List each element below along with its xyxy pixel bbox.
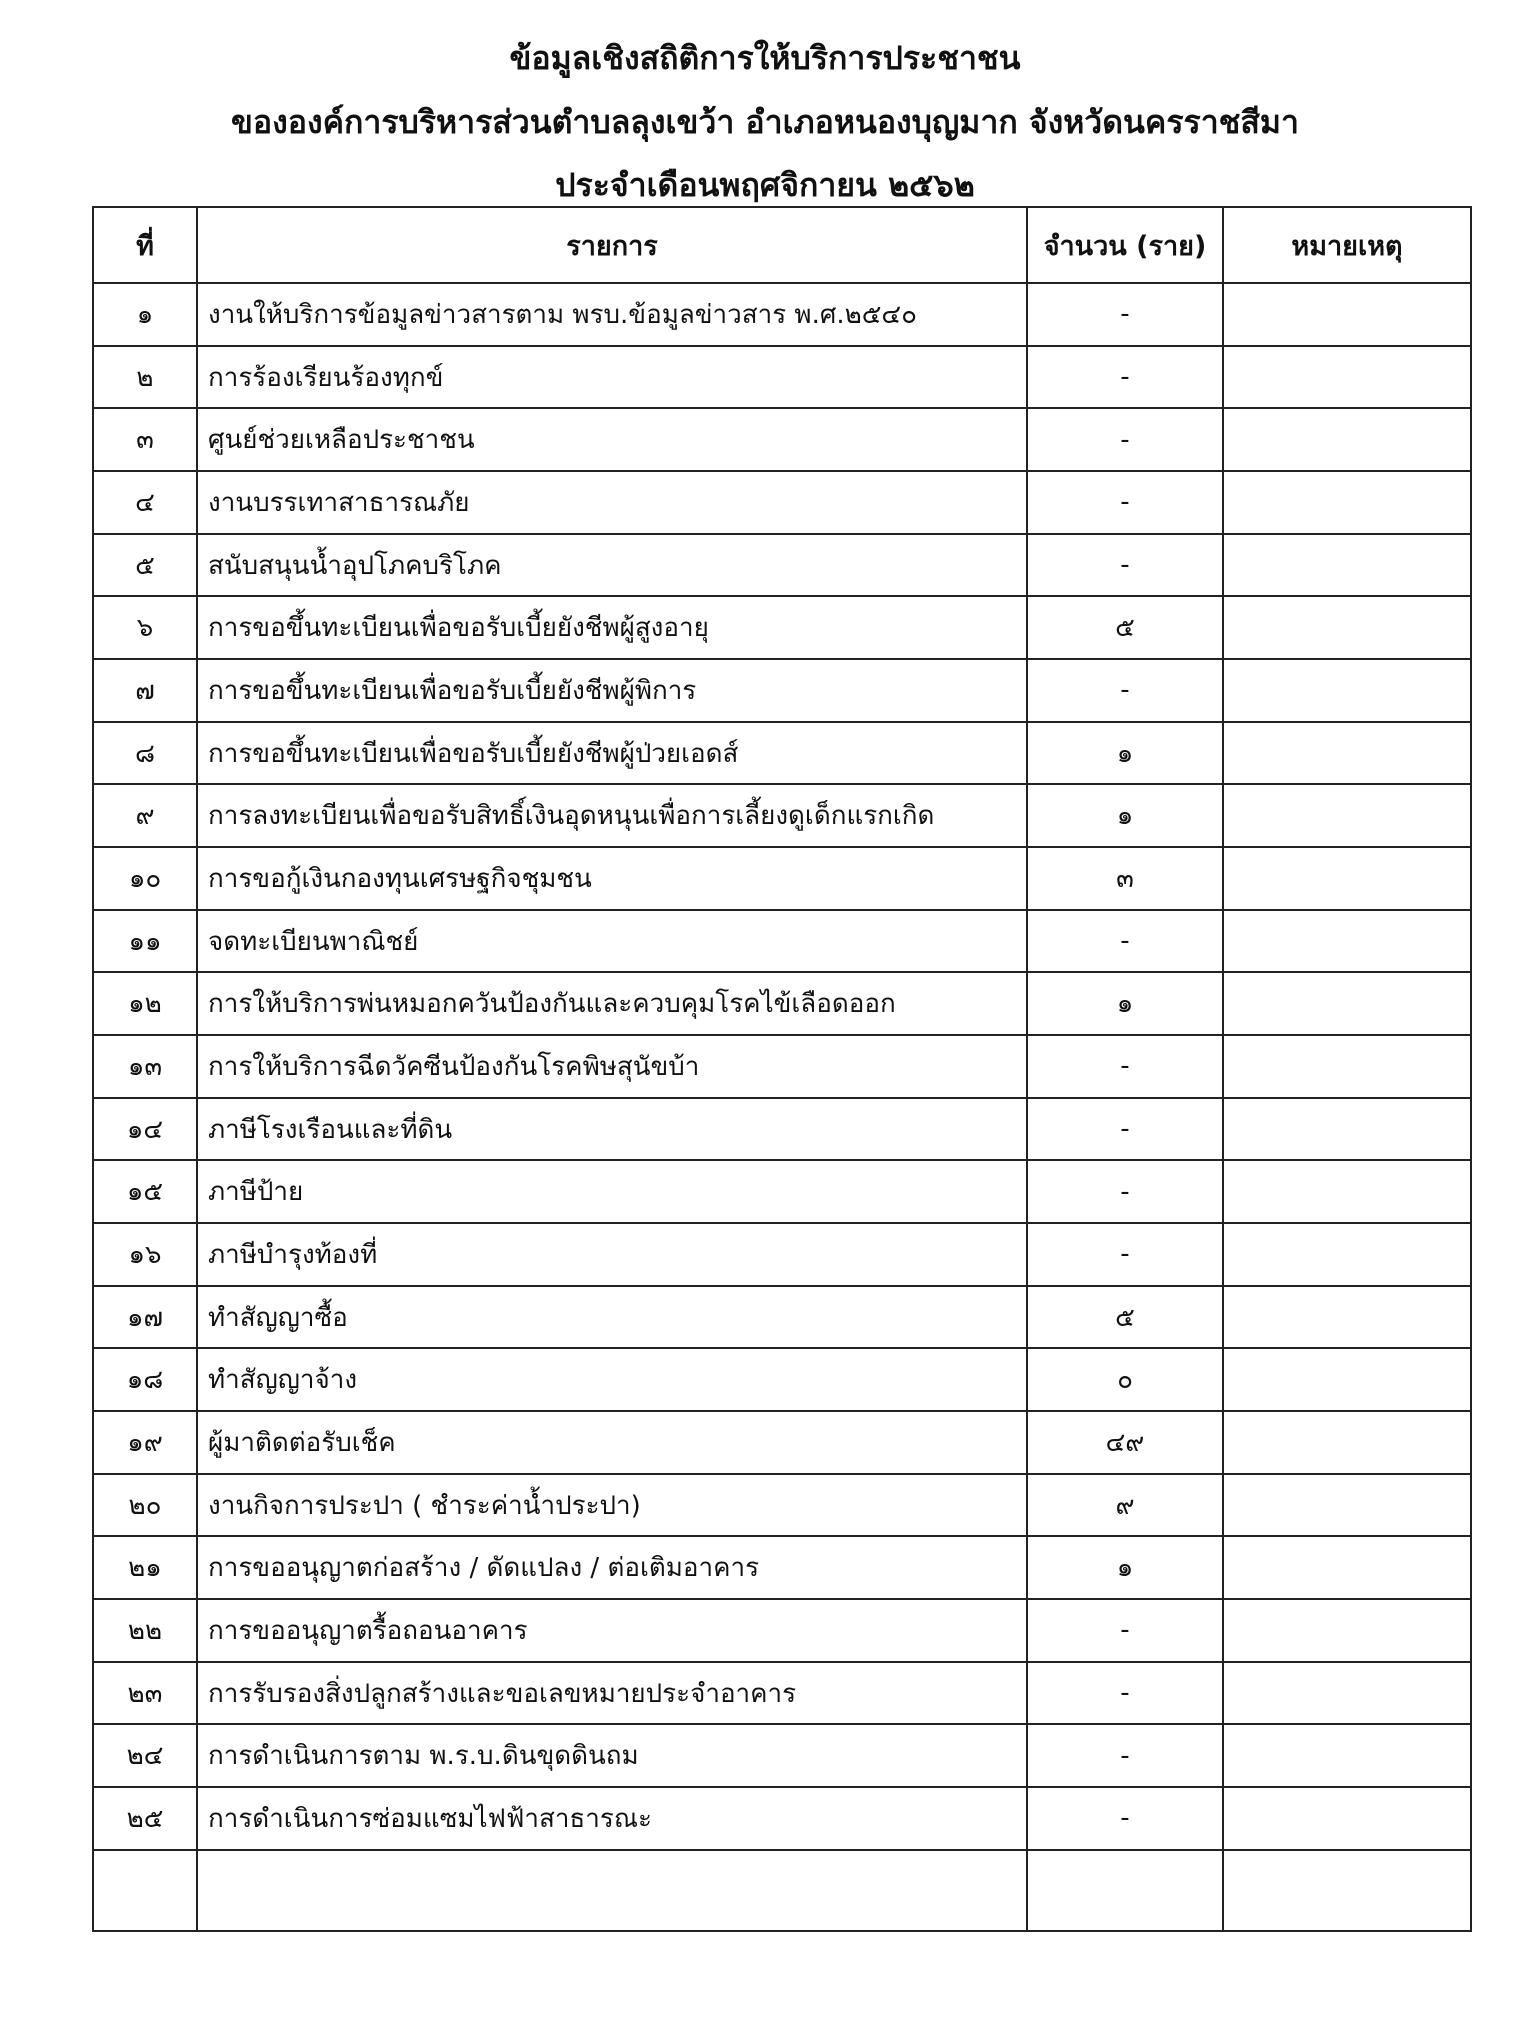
row-item: ศูนย์ช่วยเหลือประชาชน [197,408,1027,471]
row-number: ๑๑ [93,910,197,973]
table-row [93,408,1471,471]
row-count: - [1027,659,1223,722]
row-note [1223,534,1471,597]
row-item: การให้บริการฉีดวัคซีนป้องกันโรคพิษสุนัขบ้า [197,1035,1027,1098]
table-row [93,346,1471,409]
table-row [93,1348,1471,1411]
row-note [1223,471,1471,534]
title-line-1: ข้อมูลเชิงสถิติการให้บริการประชาชน [509,39,1021,77]
table-row [93,722,1471,785]
header-count: จำนวน (ราย) [1027,207,1223,283]
row-number: ๗ [93,659,197,722]
row-note [1223,972,1471,1035]
row-item: ภาษีโรงเรือนและที่ดิน [197,1098,1027,1161]
row-item: สนับสนุนน้ำอุปโภคบริโภค [197,534,1027,597]
table-row [93,847,1471,910]
header-note: หมายเหตุ [1223,207,1471,283]
row-note [1223,1474,1471,1537]
table-row [93,1599,1471,1662]
row-note [1223,1223,1471,1286]
table-row [93,784,1471,847]
row-number: ๑๕ [93,1160,197,1223]
row-item: การร้องเรียนร้องทุกข์ [197,346,1027,409]
row-count: - [1027,346,1223,409]
row-item: การขอขึ้นทะเบียนเพื่อขอรับเบี้ยยังชีพผู้สูงอายุ [197,596,1027,659]
row-number: ๑ [93,283,197,346]
table-row [93,659,1471,722]
row-number: ๒๔ [93,1724,197,1787]
row-item: การดำเนินการตาม พ.ร.บ.ดินขุดดินถม [197,1724,1027,1787]
table-row [93,1724,1471,1787]
table-row [93,1035,1471,1098]
row-count: - [1027,910,1223,973]
row-number: ๑๖ [93,1223,197,1286]
row-note [1223,1035,1471,1098]
row-note [1223,1098,1471,1161]
title-line-2: ขององค์การบริหารส่วนตำบลลุงเขว้า อำเภอหนองบุญมาก จังหวัดนครราชสีมา [231,103,1299,141]
table-row [93,910,1471,973]
row-note [1223,1411,1471,1474]
row-note [1223,1286,1471,1349]
row-count: - [1027,1724,1223,1787]
row-number: ๑๓ [93,1035,197,1098]
row-count: ๑ [1027,972,1223,1035]
row-item: การให้บริการพ่นหมอกควันป้องกันและควบคุมโรคไข้เลือดออก [197,972,1027,1035]
title-line-3: ประจำเดือนพฤศจิกายน ๒๕๖๒ [555,166,975,204]
row-note [1223,1662,1471,1725]
header-item: รายการ [197,207,1027,283]
row-number: ๒๕ [93,1787,197,1850]
row-count: - [1027,1599,1223,1662]
row-note [1223,1348,1471,1411]
table-row [93,1411,1471,1474]
row-note [1223,1160,1471,1223]
row-item: การลงทะเบียนเพื่อขอรับสิทธิ์เงินอุดหนุนเพื่อการเลี้ยงดูเด็กแรกเกิด [197,784,1027,847]
row-note [1223,1599,1471,1662]
row-number: ๒ [93,346,197,409]
row-item: งานให้บริการข้อมูลข่าวสารตาม พรบ.ข้อมูลข่าวสาร พ.ศ.๒๕๔๐ [197,283,1027,346]
row-count: ๑ [1027,1536,1223,1599]
table-row [93,1160,1471,1223]
row-count: - [1027,1098,1223,1161]
row-item: งานบรรเทาสาธารณภัย [197,471,1027,534]
blank-cell [197,1850,1027,1931]
row-note [1223,596,1471,659]
row-count: ๐ [1027,1348,1223,1411]
row-note [1223,408,1471,471]
row-item: การดำเนินการซ่อมแซมไฟฟ้าสาธารณะ [197,1787,1027,1850]
row-note [1223,659,1471,722]
row-number: ๑๔ [93,1098,197,1161]
row-number: ๒๒ [93,1599,197,1662]
table-row [93,1662,1471,1725]
table-row [93,1223,1471,1286]
row-number: ๑๘ [93,1348,197,1411]
table-row [93,596,1471,659]
row-note [1223,784,1471,847]
row-count: - [1027,534,1223,597]
row-note [1223,910,1471,973]
row-note [1223,722,1471,785]
statistics-table [92,206,1470,1932]
header-no: ที่ [93,207,197,283]
row-number: ๑๙ [93,1411,197,1474]
table-row [93,972,1471,1035]
row-count: ๑ [1027,784,1223,847]
row-note [1223,1724,1471,1787]
row-note [1223,283,1471,346]
row-note [1223,346,1471,409]
row-note [1223,1787,1471,1850]
row-count: - [1027,1160,1223,1223]
row-item: ทำสัญญาจ้าง [197,1348,1027,1411]
row-item: ภาษีป้าย [197,1160,1027,1223]
row-count: ๕ [1027,1286,1223,1349]
row-note [1223,1536,1471,1599]
row-number: ๒๑ [93,1536,197,1599]
row-count: ๙ [1027,1474,1223,1537]
row-count: - [1027,1223,1223,1286]
row-number: ๑๒ [93,972,197,1035]
row-number: ๒๐ [93,1474,197,1537]
row-item: การขออนุญาตก่อสร้าง / ดัดแปลง / ต่อเติมอาคาร [197,1536,1027,1599]
row-number: ๖ [93,596,197,659]
row-number: ๑๗ [93,1286,197,1349]
row-number: ๘ [93,722,197,785]
row-number: ๑๐ [93,847,197,910]
table-body [93,283,1471,1931]
row-item: การรับรองสิ่งปลูกสร้างและขอเลขหมายประจำอาคาร [197,1662,1027,1725]
row-count: - [1027,1035,1223,1098]
row-count: - [1027,283,1223,346]
row-count: - [1027,1662,1223,1725]
row-item: การขออนุญาตรื้อถอนอาคาร [197,1599,1027,1662]
table-row [93,471,1471,534]
row-item: การขอขึ้นทะเบียนเพื่อขอรับเบี้ยยังชีพผู้พิการ [197,659,1027,722]
row-number: ๒๓ [93,1662,197,1725]
table-row [93,1474,1471,1537]
row-count: ๑ [1027,722,1223,785]
table-header-row [93,207,1471,283]
row-count: ๔๙ [1027,1411,1223,1474]
blank-cell [1223,1850,1471,1931]
row-number: ๕ [93,534,197,597]
row-number: ๔ [93,471,197,534]
row-item: การขอขึ้นทะเบียนเพื่อขอรับเบี้ยยังชีพผู้ป่วยเอดส์ [197,722,1027,785]
row-number: ๙ [93,784,197,847]
table-row [93,1098,1471,1161]
row-count: ๕ [1027,596,1223,659]
row-item: ภาษีบำรุงท้องที่ [197,1223,1027,1286]
row-note [1223,847,1471,910]
table-row [93,283,1471,346]
blank-row [93,1850,1471,1931]
row-count: - [1027,1787,1223,1850]
row-number: ๓ [93,408,197,471]
row-item: การขอกู้เงินกองทุนเศรษฐกิจชุมชน [197,847,1027,910]
row-item: งานกิจการประปา ( ชำระค่าน้ำประปา) [197,1474,1027,1537]
row-count: - [1027,471,1223,534]
blank-cell [1027,1850,1223,1931]
table-row [93,534,1471,597]
row-count: - [1027,408,1223,471]
row-item: ทำสัญญาซื้อ [197,1286,1027,1349]
table-row [93,1536,1471,1599]
table-row [93,1286,1471,1349]
row-item: ผู้มาติดต่อรับเช็ค [197,1411,1027,1474]
row-count: ๓ [1027,847,1223,910]
blank-cell [93,1850,197,1931]
table-row [93,1787,1471,1850]
row-item: จดทะเบียนพาณิชย์ [197,910,1027,973]
